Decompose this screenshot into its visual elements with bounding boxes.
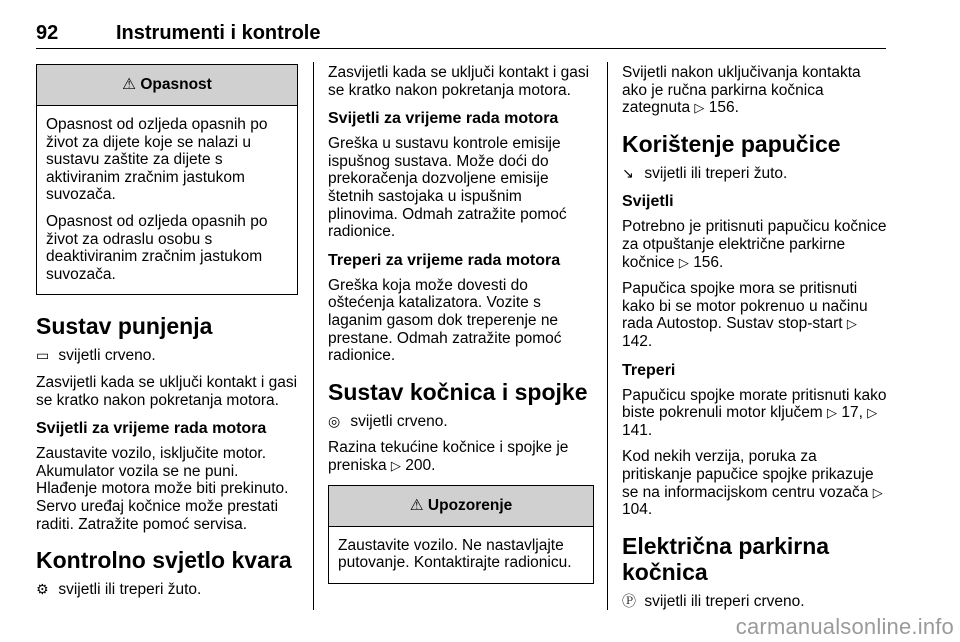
reference-arrow-icon: ▷ (846, 316, 857, 332)
clutch-status: ↘ svijetli ili treperi žuto. (622, 164, 788, 182)
watermark: carmanualsonline.info (735, 614, 954, 639)
page-number: 92 (36, 22, 59, 44)
reference-arrow-icon: ▷ (694, 100, 705, 116)
charging-subheading: Svijetli za vrijeme rada motora (36, 420, 267, 438)
chapter-title: Instrumenti i kontrole (116, 22, 321, 44)
engine-icon: ⚙ (36, 581, 49, 598)
brake-icon: ◎ (328, 412, 341, 429)
column-divider-2 (607, 62, 608, 610)
col2-text-1: Greška u sustavu kontrole emisije ispušnog sustava. Može doći do prekoračenja dozvoljene emisije štetnih sastojaka u ispušnim plinovima. Odmah zatražite pomoć radionice. (328, 135, 567, 241)
battery-icon: ▭ (36, 347, 50, 364)
clutch-text-3: Papučicu spojke morate pritisnuti kako biste pokrenuli motor ključem ▷ 17, ▷ 141. (622, 386, 887, 439)
clutch-heading: Korištenje papučice (622, 130, 841, 157)
reference-arrow-icon: ▷ (827, 405, 838, 421)
charging-intro: Zasvijetli kada se uključi kontakt i gasi se kratko nakon pokretanja motora. (36, 373, 298, 409)
warning-box-title: Upozorenje (427, 496, 513, 514)
clutch-text-2: Papučica spojke mora se pritisnuti kako bi se motor pokrenuo u načinu rada Autostop. Sustav stop-start ▷ 142. (622, 280, 868, 350)
reference-arrow-icon: ▷ (678, 254, 689, 270)
malfunction-heading: Kontrolno svjetlo kvara (36, 547, 292, 574)
brake-text: Razina tekućine kočnice i spojke je preniska ▷ 200. (328, 439, 569, 474)
warning-triangle-icon: ⚠ (122, 76, 137, 93)
danger-paragraph-2: Opasnost od ozljeda opasnih po život za odraslu osobu s deaktiviranim zračnim jastukom suvozača. (46, 212, 268, 283)
brake-status: ◎ svijetli crveno. (328, 412, 448, 430)
charging-heading: Sustav punjenja (36, 313, 213, 340)
clutch-subheading-2: Treperi (622, 361, 676, 379)
column-2 (328, 64, 594, 584)
danger-box-header (37, 65, 297, 106)
danger-box (36, 64, 298, 295)
danger-box-title: Opasnost (140, 76, 212, 93)
col3-intro: Svijetli nakon uključivanja kontakta ako je ručna parkirna kočnica zategnuta ▷ 156. (622, 64, 861, 117)
warning-box-header (329, 486, 593, 527)
parking-brake-icon: Ⓟ (622, 592, 636, 609)
col2-intro: Zasvijetli kada se uključi kontakt i gasi se kratko nakon pokretanja motora. (328, 64, 590, 99)
brake-heading: Sustav kočnica i spojke (328, 378, 588, 405)
page-header (36, 22, 886, 49)
column-1 (36, 64, 298, 608)
clutch-text-4: Kod nekih verzija, poruka za pritiskanje papučice spojke prikazuje se na informacijskom centru vozača ▷ 104. (622, 448, 883, 519)
epb-status: Ⓟ svijetli ili treperi crveno. (622, 592, 805, 610)
column-divider-1 (313, 62, 314, 610)
epb-heading: Električna parkirna kočnica (622, 532, 830, 585)
clutch-text-1: Potrebno je pritisnuti papučicu kočnice za otpuštanje električne parkirne kočnice ▷ 156. (622, 218, 887, 271)
col2-subheading-2: Treperi za vrijeme rada motora (328, 251, 561, 269)
reference-arrow-icon: ▷ (390, 457, 401, 473)
col2-subheading-1: Svijetli za vrijeme rada motora (328, 110, 559, 128)
column-3 (622, 64, 888, 619)
clutch-pedal-icon: ↘ (622, 164, 634, 181)
warning-box (328, 485, 594, 584)
warning-triangle-icon: ⚠ (409, 496, 424, 514)
warning-box-text: Zaustavite vozilo. Ne nastavljajte putovanje. Kontaktirajte radionicu. (338, 536, 572, 572)
charging-text: Zaustavite vozilo, isključite motor. Akumulator vozila se ne puni. Hlađenje motora može biti prekinuto. Servo uređaj kočnice može prestati raditi. Zatražite pomoć servisa. (36, 445, 289, 533)
charging-status: ▭ svijetli crveno. (36, 347, 156, 365)
malfunction-status: ⚙ svijetli ili treperi žuto. (36, 581, 202, 599)
reference-arrow-icon: ▷ (872, 484, 883, 500)
reference-arrow-icon: ▷ (867, 405, 878, 421)
danger-paragraph-1: Opasnost od ozljeda opasnih po život za dijete koje se nalazi u sustavu zaštite za dijete s aktiviranim zračnim jastukom suvozača. (46, 116, 268, 204)
clutch-subheading-1: Svijetli (622, 193, 674, 211)
col2-text-2: Greška koja može dovesti do oštećenja katalizatora. Vozite s laganim gasom dok treperenje ne prestane. Odmah zatražite pomoć radionice. (328, 276, 562, 365)
